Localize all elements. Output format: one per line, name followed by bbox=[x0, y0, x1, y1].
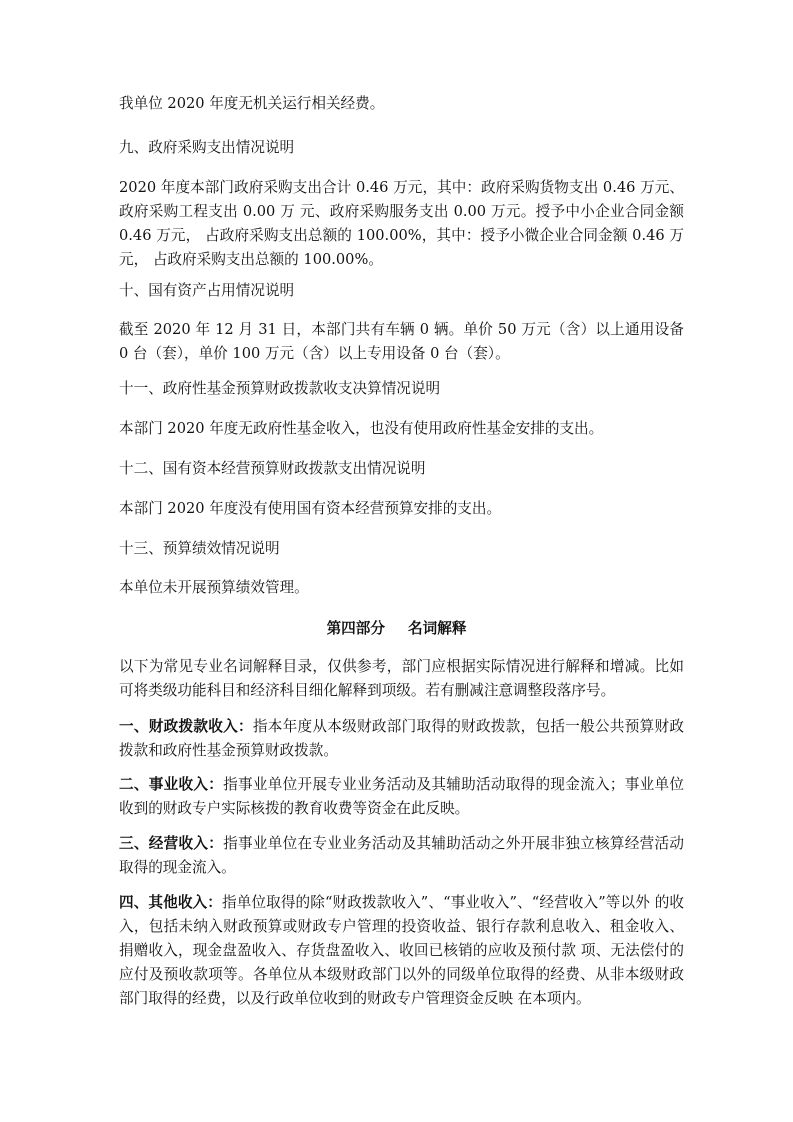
paragraph-operating-expenses: 我单位 2020 年度无机关运行相关经费。 bbox=[119, 95, 385, 112]
paragraph-state-capital: 本部门 2020 年度没有使用国有资本经营预算安排的支出。 bbox=[119, 500, 502, 517]
glossary-definition: 指事业单位在专业业务活动及其辅助活动之外开展非独立核算经营活动取得的现金流入。 bbox=[119, 835, 684, 876]
heading-section-9: 九、政府采购支出情况说明 bbox=[119, 139, 295, 156]
heading-section-13: 十三、预算绩效情况说明 bbox=[119, 540, 280, 557]
paragraph-performance: 本单位未开展预算绩效管理。 bbox=[119, 579, 309, 596]
glossary-term: 一、财政拨款收入： bbox=[119, 718, 253, 735]
glossary-item bbox=[119, 891, 684, 1011]
glossary-term: 二、事业收入： bbox=[119, 776, 224, 793]
heading-section-12: 十二、国有资本经营预算财政拨款支出情况说明 bbox=[119, 460, 426, 477]
paragraph-assets: 截至 2020 年 12 月 31 日，本部门共有车辆 0 辆。单价 50 万元（含）以上通用设备 0 台（套），单价 100 万元（含）以上专用设备 0 台（套）。 bbox=[119, 321, 684, 362]
heading-section-11: 十一、政府性基金预算财政拨款收支决算情况说明 bbox=[119, 380, 441, 397]
paragraph-procurement: 2020 年度本部门政府采购支出合计 0.46 万元，其中：政府采购货物支出 0.46 万元、政府采购工程支出 0.00 万 元、政府采购服务支出 0.00 万元。授予中小企业合同金额 0.46 万元， 占政府采购支出总额的 100.00%，其中：授予小微企业合同金额 0.46 万元， 占政府采购支出总额的 100.00%。 bbox=[119, 179, 684, 268]
paragraph-glossary-intro: 以下为常见专业名词解释目录，仅供参考，部门应根据实际情况进行解释和增减。比如可将类级功能科目和经济科目细化解释到项级。若有删减注意调整段落序号。 bbox=[119, 658, 684, 699]
glossary-definition: 指本年度从本级财政部门取得的财政拨款，包括一般公共预算财政拨款和政府性基金预算财政拨款。 bbox=[119, 718, 684, 759]
heading-section-10: 十、国有资产占用情况说明 bbox=[119, 282, 295, 299]
glossary-definition: 指单位取得的除“财政拨款收入”、“事业收入”、“经营收入”等以外 的收入，包括未纳入财政预算或财政专户管理的投资收益、银行存款利息收入、租金收入、捐赠收入，现金盘盈收入、存货盘盈收入、收回已核销的应收及预付款 项、无法偿付的应付及预收款项等。各单位从本级财政部门以外的同级单位取得的经费、从非本级财政部门取得的经费，以及行政单位收到的财政专户管理资金反映 在本项内。 bbox=[119, 894, 684, 1007]
glossary-definition: 指事业单位开展专业业务活动及其辅助活动取得的现金流入；事业单位收到的财政专户实际核拨的教育收费等资金在此反映。 bbox=[119, 776, 684, 817]
paragraph-gov-fund: 本部门 2020 年度无政府性基金收入，也没有使用政府性基金安排的支出。 bbox=[119, 420, 604, 437]
glossary-item bbox=[119, 832, 684, 880]
glossary-term: 四、其他收入： bbox=[119, 894, 222, 911]
glossary-item bbox=[119, 773, 684, 821]
part-4-title: 第四部分 名词解释 bbox=[326, 620, 467, 637]
glossary-term: 三、经营收入： bbox=[119, 835, 224, 852]
glossary-item bbox=[119, 715, 684, 763]
